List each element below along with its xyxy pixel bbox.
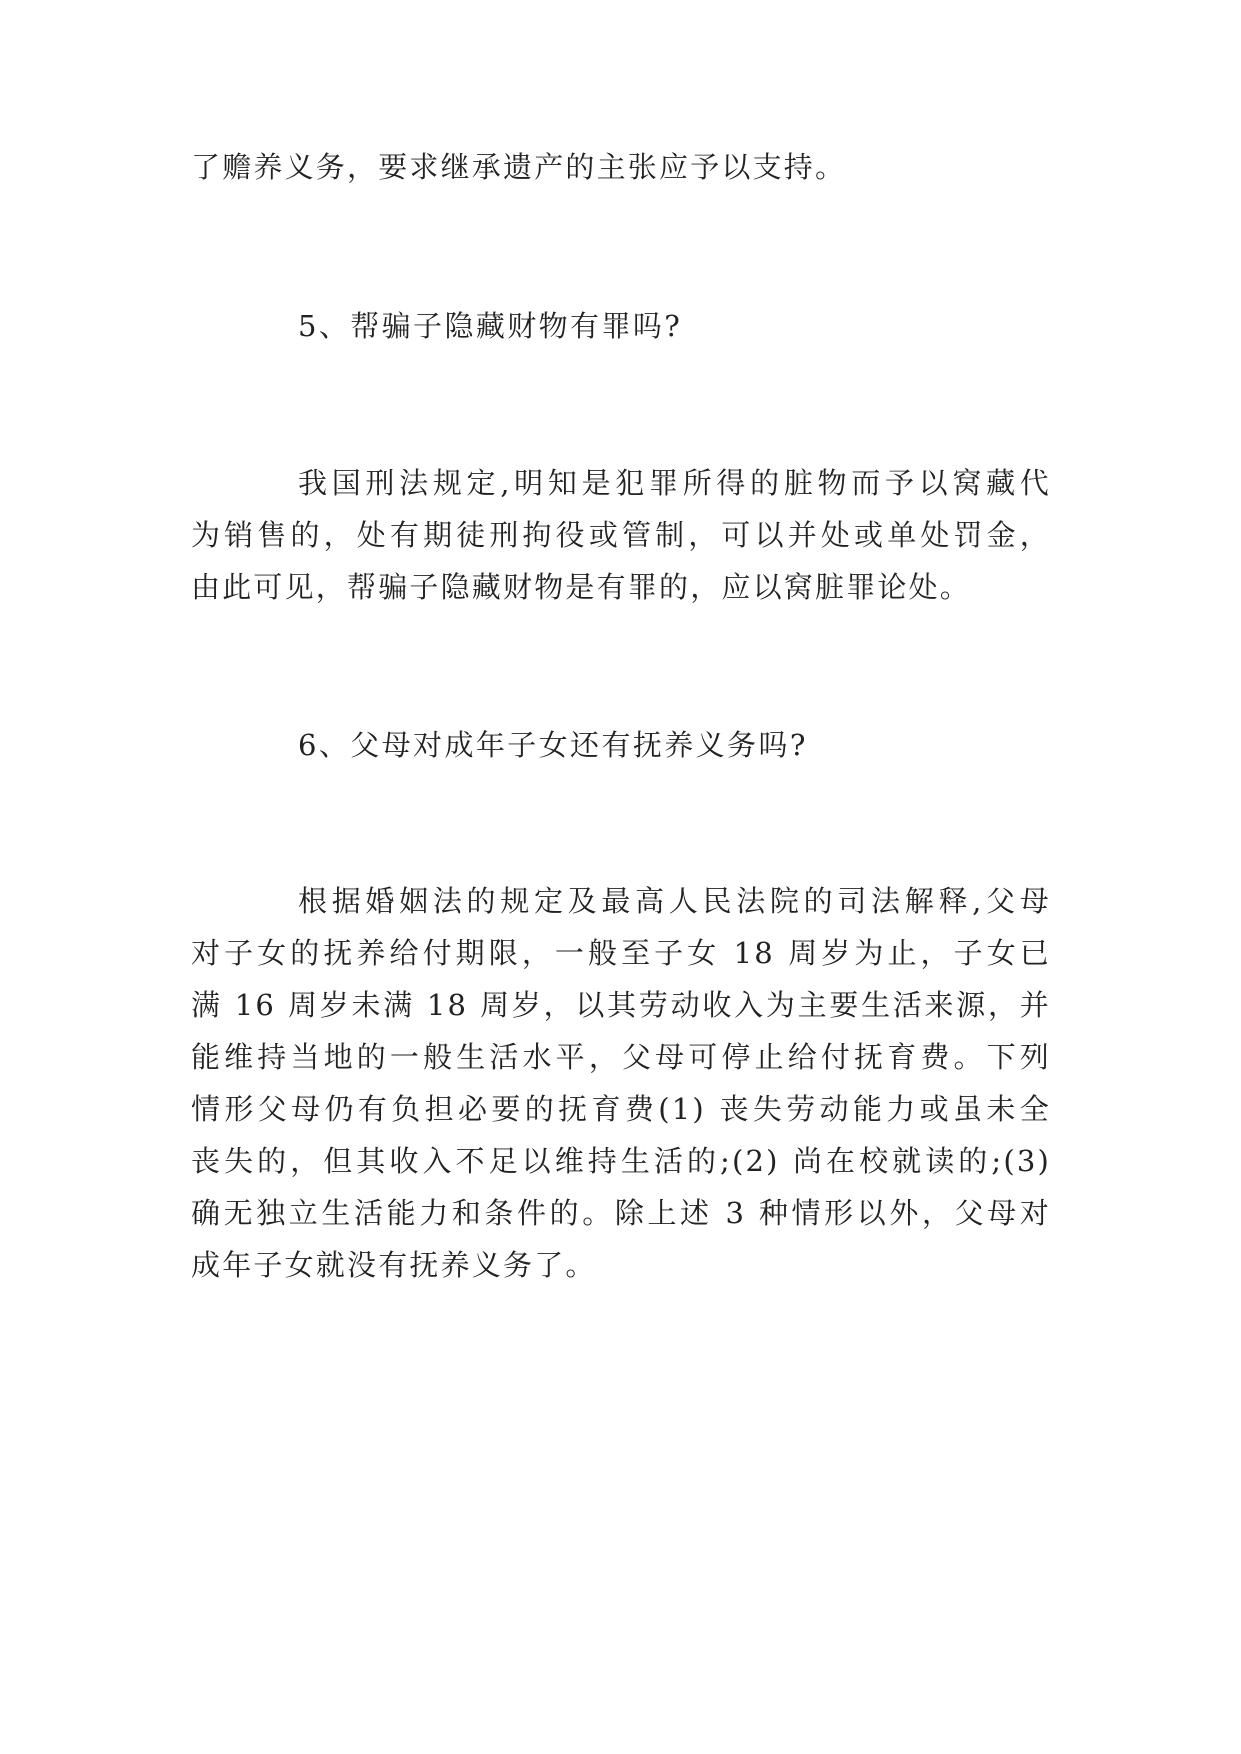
paragraph-continuation-line-1: 了赡养义务，要求继承遗产的主张应予以支持。 bbox=[191, 150, 847, 184]
paragraph-6-line-2: 对子女的抚养给付期限，一般至子女 18 周岁为止，子女已 bbox=[191, 936, 1051, 970]
paragraph-6-line-6: 丧失的，但其收入不足以维持生活的;(2) 尚在校就读的;(3) bbox=[191, 1144, 1051, 1178]
paragraph-5-line-2: 为销售的，处有期徒刑拘役或管制，可以并处或单处罚金， bbox=[191, 518, 1051, 552]
paragraph-6-line-3: 满 16 周岁未满 18 周岁，以其劳动收入为主要生活来源，并 bbox=[191, 988, 1051, 1022]
paragraph-5-line-1: 我国刑法规定,明知是犯罪所得的脏物而予以窝藏代 bbox=[298, 466, 1051, 500]
paragraph-6-line-8: 成年子女就没有抚养义务了。 bbox=[191, 1248, 597, 1282]
paragraph-6-line-1: 根据婚姻法的规定及最高人民法院的司法解释,父母 bbox=[298, 884, 1051, 918]
paragraph-5-line-3: 由此可见，帮骗子隐藏财物是有罪的，应以窝脏罪论处。 bbox=[191, 570, 972, 604]
section-heading-6: 6、父母对成年子女还有抚养义务吗? bbox=[298, 728, 808, 762]
paragraph-6-line-7: 确无独立生活能力和条件的。除上述 3 种情形以外，父母对 bbox=[191, 1196, 1051, 1230]
section-heading-5: 5、帮骗子隐藏财物有罪吗? bbox=[298, 309, 683, 343]
paragraph-6-line-5: 情形父母仍有负担必要的抚育费(1) 丧失劳动能力或虽未全 bbox=[191, 1092, 1051, 1126]
paragraph-6-line-4: 能维持当地的一般生活水平，父母可停止给付抚育费。下列 bbox=[191, 1040, 1051, 1074]
